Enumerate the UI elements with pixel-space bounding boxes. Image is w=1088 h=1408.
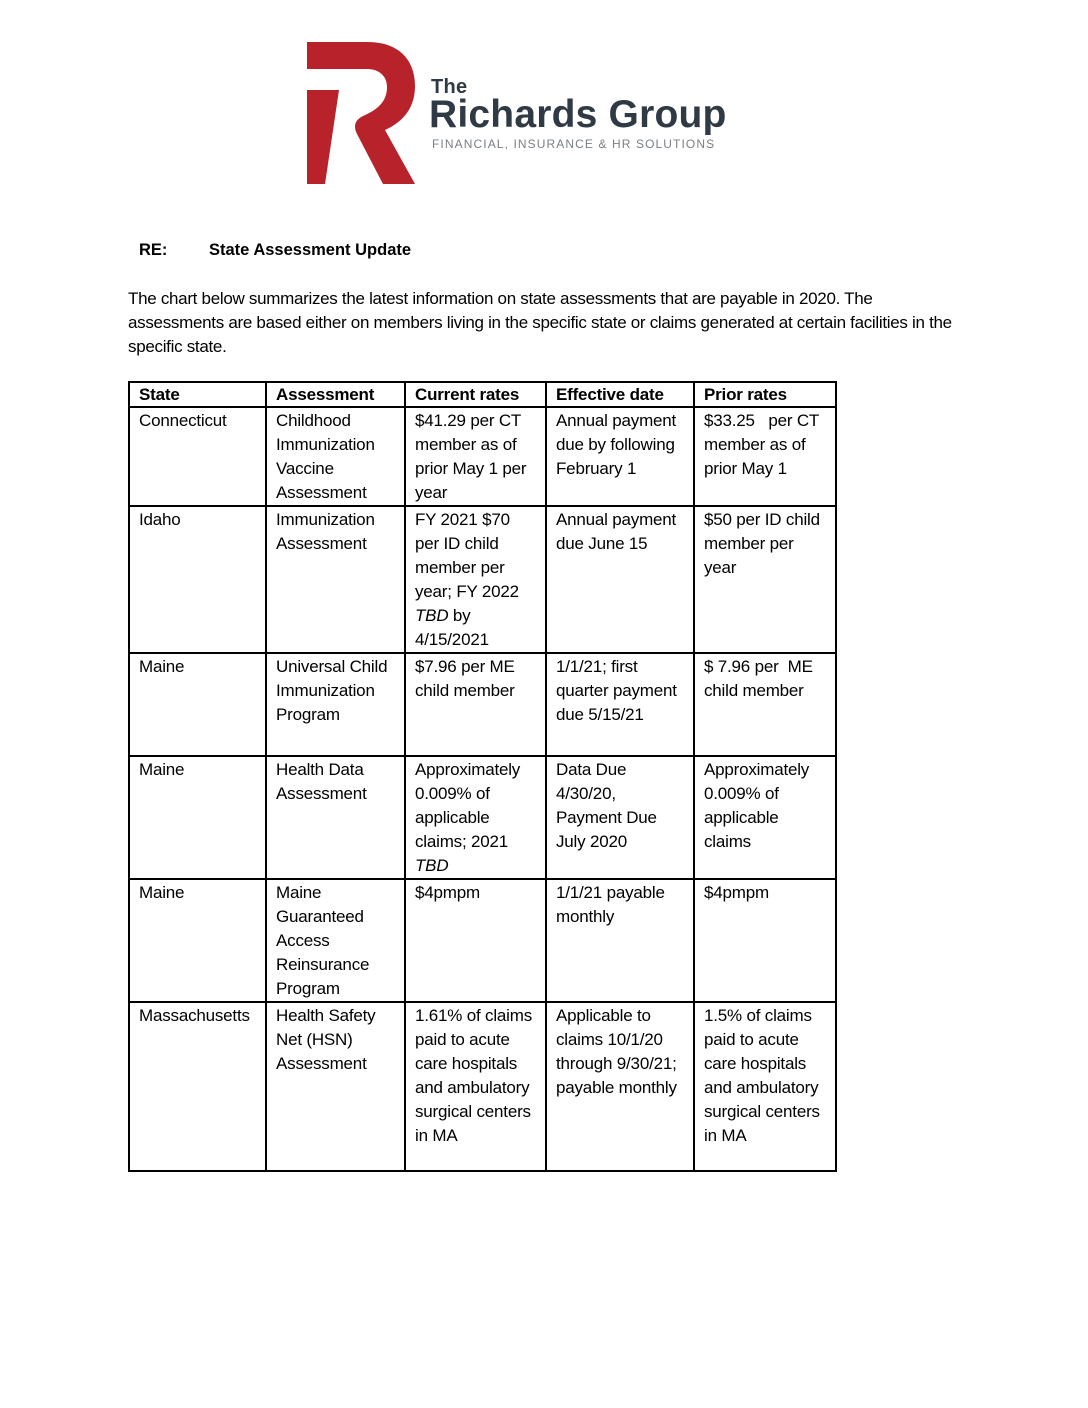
- tbd-italic: TBD: [415, 856, 449, 875]
- cell-assessment: Maine Guaranteed Access Reinsurance Program: [266, 879, 405, 1002]
- cell-state: Massachusetts: [129, 1002, 266, 1171]
- cell-current-rates: $7.96 per ME child member: [405, 653, 546, 756]
- tbd-italic: TBD: [415, 606, 449, 625]
- cell-assessment: Childhood Immunization Vaccine Assessment: [266, 407, 405, 506]
- cell-effective-date: 1/1/21; first quarter payment due 5/15/21: [546, 653, 694, 756]
- cell-effective-date: Annual payment due June 15: [546, 506, 694, 653]
- cell-assessment: Universal Child Immunization Program: [266, 653, 405, 756]
- current-rates-text-end: by 4/15/2021: [415, 606, 489, 649]
- cell-current-rates: $4pmpm: [405, 879, 546, 1002]
- company-logo: [305, 42, 745, 187]
- logo-company-name: Richards Group: [429, 93, 727, 136]
- cell-current-rates: [405, 756, 546, 879]
- cell-current-rates: [405, 506, 546, 653]
- header-prior-rates: Prior rates: [694, 382, 836, 407]
- cell-state: Maine: [129, 653, 266, 756]
- cell-current-rates: 1.61% of claims paid to acute care hospitals and ambulatory surgical centers in MA: [405, 1002, 546, 1171]
- cell-state: Maine: [129, 756, 266, 879]
- cell-state: Connecticut: [129, 407, 266, 506]
- current-rates-text: FY 2021 $70 per ID child member per year; FY 2022: [415, 510, 519, 601]
- cell-assessment: Immunization Assessment: [266, 506, 405, 653]
- cell-assessment: Health Data Assessment: [266, 756, 405, 879]
- cell-prior-rates: $4pmpm: [694, 879, 836, 1002]
- cell-effective-date: Data Due 4/30/20, Payment Due July 2020: [546, 756, 694, 879]
- state-assessment-table: [128, 381, 837, 1172]
- table-row: [129, 506, 836, 653]
- header-state: State: [129, 382, 266, 407]
- cell-prior-rates: 1.5% of claims paid to acute care hospitals and ambulatory surgical centers in MA: [694, 1002, 836, 1171]
- table-row: [129, 756, 836, 879]
- r-logo-icon: [305, 42, 417, 184]
- table-row: [129, 1002, 836, 1171]
- re-label: RE:: [139, 241, 168, 259]
- cell-prior-rates: Approximately 0.009% of applicable claims: [694, 756, 836, 879]
- cell-prior-rates: $33.25 per CT member as of prior May 1: [694, 407, 836, 506]
- memo-subject: State Assessment Update: [209, 241, 412, 259]
- memo-subject-line: [139, 241, 411, 260]
- header-assessment: Assessment: [266, 382, 405, 407]
- cell-effective-date: Applicable to claims 10/1/20 through 9/30/21; payable monthly: [546, 1002, 694, 1171]
- cell-prior-rates: $ 7.96 per ME child member: [694, 653, 836, 756]
- table-row: [129, 653, 836, 756]
- table-header-row: [129, 382, 836, 407]
- cell-effective-date: Annual payment due by following February 1: [546, 407, 694, 506]
- current-rates-text: Approximately 0.009% of applicable claims; 2021: [415, 760, 521, 851]
- header-current-rates: Current rates: [405, 382, 546, 407]
- cell-assessment: Health Safety Net (HSN) Assessment: [266, 1002, 405, 1171]
- cell-effective-date: 1/1/21 payable monthly: [546, 879, 694, 1002]
- cell-current-rates: $41.29 per CT member as of prior May 1 per year: [405, 407, 546, 506]
- logo-tagline: FINANCIAL, INSURANCE & HR SOLUTIONS: [432, 137, 716, 151]
- table-row: [129, 879, 836, 1002]
- logo-the-text: The: [431, 76, 468, 98]
- cell-prior-rates: $50 per ID child member per year: [694, 506, 836, 653]
- cell-state: Maine: [129, 879, 266, 1002]
- cell-state: Idaho: [129, 506, 266, 653]
- intro-paragraph: The chart below summarizes the latest information on state assessments that are payable in 2020. The assessments are based either on members living in the specific state or claims generated at certain facilities in the specific state.: [128, 289, 952, 356]
- table-row: [129, 407, 836, 506]
- header-effective-date: Effective date: [546, 382, 694, 407]
